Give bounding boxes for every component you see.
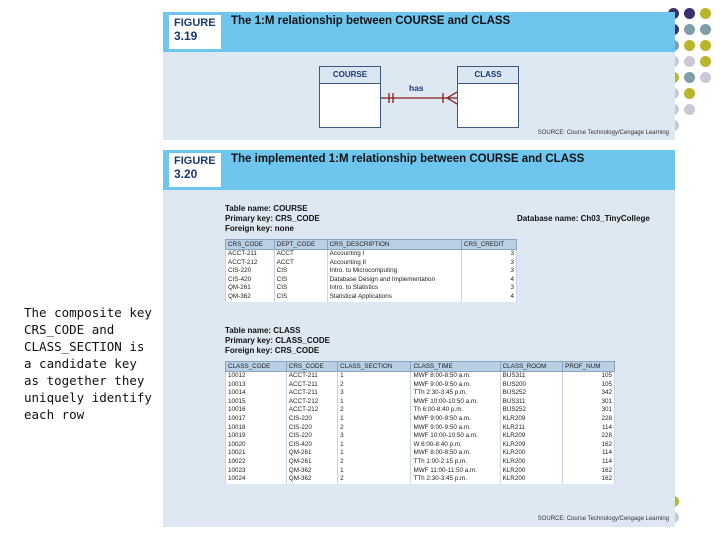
cell: CIS [274, 267, 327, 276]
cell: ACCT-212 [226, 259, 275, 268]
cell: ACCT [274, 259, 327, 268]
figure-label: FIGURE [174, 17, 216, 29]
cell: CIS-420 [226, 276, 275, 285]
decorative-dot [684, 40, 695, 51]
cell: 10023 [226, 467, 287, 476]
cell: 1 [338, 449, 411, 458]
cell: Accounting II [327, 259, 461, 268]
column-header: CLASS_CODE [226, 362, 287, 372]
cell: CIS-220 [226, 267, 275, 276]
figure-number: 3.20 [174, 167, 198, 181]
cell: 10022 [226, 458, 287, 467]
foreign-key: Foreign key: none [225, 224, 294, 233]
figure-source: SOURCE: Course Technology/Cengage Learning [537, 130, 669, 136]
foreign-key: Foreign key: CRS_CODE [225, 346, 320, 355]
cell: MWF 9:00-9:50 a.m. [411, 424, 500, 433]
cell: 301 [563, 406, 615, 415]
table-name: Table name: COURSE [225, 204, 308, 213]
cell: 114 [563, 449, 615, 458]
cell: 162 [563, 467, 615, 476]
class-table [225, 361, 615, 484]
table-row [226, 389, 615, 398]
decorative-dot [684, 88, 695, 99]
cell: 2 [338, 458, 411, 467]
cell: 10014 [226, 389, 287, 398]
decorative-dot [684, 8, 695, 19]
figure-number-box [169, 15, 221, 49]
cell: 3 [461, 259, 516, 268]
cell: 228 [563, 432, 615, 441]
database-name: Database name: Ch03_TinyCollege [517, 214, 650, 223]
cell: QM-261 [226, 284, 275, 293]
table-row [226, 449, 615, 458]
cell: MWF 9:00-9:50 a.m. [411, 415, 500, 424]
table-header-row [226, 362, 615, 372]
cell: 114 [563, 458, 615, 467]
cell: 105 [563, 372, 615, 381]
table-header-row [226, 240, 517, 250]
primary-key: Primary key: CLASS_CODE [225, 336, 330, 345]
cell: ACCT-211 [286, 372, 337, 381]
cell: 10017 [226, 415, 287, 424]
figure-title: The implemented 1:M relationship between COURSE and CLASS [231, 153, 585, 165]
cell: 2 [338, 475, 411, 484]
cell: TTh 2:30-3:45 p.m. [411, 389, 500, 398]
cell: ACCT-212 [286, 406, 337, 415]
cell: 10020 [226, 441, 287, 450]
cell: 1 [338, 372, 411, 381]
figure-number: 3.19 [174, 29, 198, 43]
cell: BUS311 [500, 372, 563, 381]
side-note: The composite key CRS_CODE and CLASS_SECTION is a candidate key as together they uniquely identify each row [24, 305, 152, 422]
figure-header [163, 150, 675, 190]
cell: W 6:00-8:40 p.m. [411, 441, 500, 450]
column-header: CRS_CREDIT [461, 240, 516, 250]
table-row [226, 458, 615, 467]
decorative-dot [700, 8, 711, 19]
decorative-dot [684, 104, 695, 115]
cell: 10016 [226, 406, 287, 415]
cell: 2 [338, 424, 411, 433]
cell: CIS-220 [286, 415, 337, 424]
cell: 3 [461, 267, 516, 276]
decorative-dot [684, 56, 695, 67]
cell: 10021 [226, 449, 287, 458]
cell: 3 [338, 432, 411, 441]
cell: MWF 8:00-8:50 a.m. [411, 449, 500, 458]
cell: KLR209 [500, 432, 563, 441]
cell: TTh 2:30-3:45 p.m. [411, 475, 500, 484]
table-row [226, 293, 517, 302]
cell: 10012 [226, 372, 287, 381]
cell: QM-261 [286, 458, 337, 467]
column-header: CLASS_ROOM [500, 362, 563, 372]
cell: CIS [274, 276, 327, 285]
figure-label: FIGURE [174, 155, 216, 167]
decorative-dot [700, 72, 711, 83]
cell: KLR209 [500, 441, 563, 450]
column-header: DEPT_CODE [274, 240, 327, 250]
cell: Database Design and Implementation [327, 276, 461, 285]
entity-label: COURSE [320, 67, 380, 84]
cell: CIS-220 [286, 432, 337, 441]
cell: ACCT-211 [226, 250, 275, 259]
cell: KLR200 [500, 449, 563, 458]
cell: Statistical Applications [327, 293, 461, 302]
cell: CIS [274, 284, 327, 293]
cell: Accounting I [327, 250, 461, 259]
table-row [226, 372, 615, 381]
table-row [226, 284, 517, 293]
table-row [226, 406, 615, 415]
figure-header [163, 12, 675, 52]
cell: TTh 1:00-2:15 p.m. [411, 458, 500, 467]
cell: 3 [461, 250, 516, 259]
entity-class [457, 66, 519, 128]
cell: 4 [461, 293, 516, 302]
table-row [226, 381, 615, 390]
table-row [226, 432, 615, 441]
cell: 10018 [226, 424, 287, 433]
cell: 10015 [226, 398, 287, 407]
figure-source: SOURCE: Course Technology/Cengage Learning [537, 516, 669, 522]
decorative-dot [700, 40, 711, 51]
entity-label: CLASS [458, 67, 518, 84]
column-header: CRS_CODE [286, 362, 337, 372]
cell: MWF 10:00-10:50 a.m. [411, 432, 500, 441]
cell: 1 [338, 441, 411, 450]
column-header: CLASS_TIME [411, 362, 500, 372]
cell: QM-261 [286, 449, 337, 458]
course-table [225, 239, 517, 302]
cell: BUS200 [500, 381, 563, 390]
cell: 162 [563, 475, 615, 484]
cell: 3 [338, 389, 411, 398]
cell: 1 [338, 467, 411, 476]
table-row [226, 276, 517, 285]
cell: KLR200 [500, 458, 563, 467]
cell: CIS-220 [286, 424, 337, 433]
table-row [226, 267, 517, 276]
class-table-meta [225, 326, 330, 356]
cell: 3 [461, 284, 516, 293]
table-row [226, 467, 615, 476]
cell: ACCT-211 [286, 389, 337, 398]
column-header: PROF_NUM [563, 362, 615, 372]
cell: Th 6:00-8:40 p.m. [411, 406, 500, 415]
cell: KLR209 [500, 415, 563, 424]
cell: 10024 [226, 475, 287, 484]
cell: 342 [563, 389, 615, 398]
relationship-label: has [409, 83, 424, 93]
figure-title: The 1:M relationship between COURSE and CLASS [231, 15, 511, 27]
table-row [226, 441, 615, 450]
cell: 4 [461, 276, 516, 285]
cell: QM-362 [286, 475, 337, 484]
table-row [226, 250, 517, 259]
entity-course [319, 66, 381, 128]
cell: ACCT-211 [286, 381, 337, 390]
decorative-dot [700, 56, 711, 67]
cell: Intro. to Microcomputing [327, 267, 461, 276]
table-row [226, 415, 615, 424]
decorative-dot [684, 24, 695, 35]
cell: Intro. to Statistics [327, 284, 461, 293]
column-header: CLASS_SECTION [338, 362, 411, 372]
cell: 162 [563, 441, 615, 450]
column-header: CRS_DESCRIPTION [327, 240, 461, 250]
column-header: CRS_CODE [226, 240, 275, 250]
cell: 10019 [226, 432, 287, 441]
cell: CIS [274, 293, 327, 302]
decorative-dot [684, 72, 695, 83]
cell: ACCT [274, 250, 327, 259]
cell: QM-362 [226, 293, 275, 302]
cell: 2 [338, 381, 411, 390]
cell: 105 [563, 381, 615, 390]
cell: BUS252 [500, 389, 563, 398]
cell: 228 [563, 415, 615, 424]
table-row [226, 424, 615, 433]
cell: BUS252 [500, 406, 563, 415]
cell: BUS311 [500, 398, 563, 407]
cell: QM-362 [286, 467, 337, 476]
figure-3-20 [163, 150, 675, 527]
cell: 301 [563, 398, 615, 407]
table-row [226, 398, 615, 407]
course-table-meta [225, 204, 320, 234]
cell: 1 [338, 415, 411, 424]
table-row [226, 259, 517, 268]
cell: 1 [338, 398, 411, 407]
cell: ACCT-212 [286, 398, 337, 407]
cell: MWF 8:00-8:50 a.m. [411, 372, 500, 381]
table-row [226, 475, 615, 484]
cell: MWF 11:00-11:50 a.m. [411, 467, 500, 476]
cell: MWF 10:00-10:50 a.m. [411, 398, 500, 407]
cell: KLR200 [500, 467, 563, 476]
cell: 10013 [226, 381, 287, 390]
decorative-dot [700, 24, 711, 35]
cell: CIS-420 [286, 441, 337, 450]
cell: MWF 9:00-9:50 a.m. [411, 381, 500, 390]
figure-number-box [169, 153, 221, 187]
cell: KLR200 [500, 475, 563, 484]
table-name: Table name: CLASS [225, 326, 301, 335]
cell: KLR211 [500, 424, 563, 433]
figure-3-19 [163, 12, 675, 140]
primary-key: Primary key: CRS_CODE [225, 214, 320, 223]
cell: 2 [338, 406, 411, 415]
cell: 114 [563, 424, 615, 433]
